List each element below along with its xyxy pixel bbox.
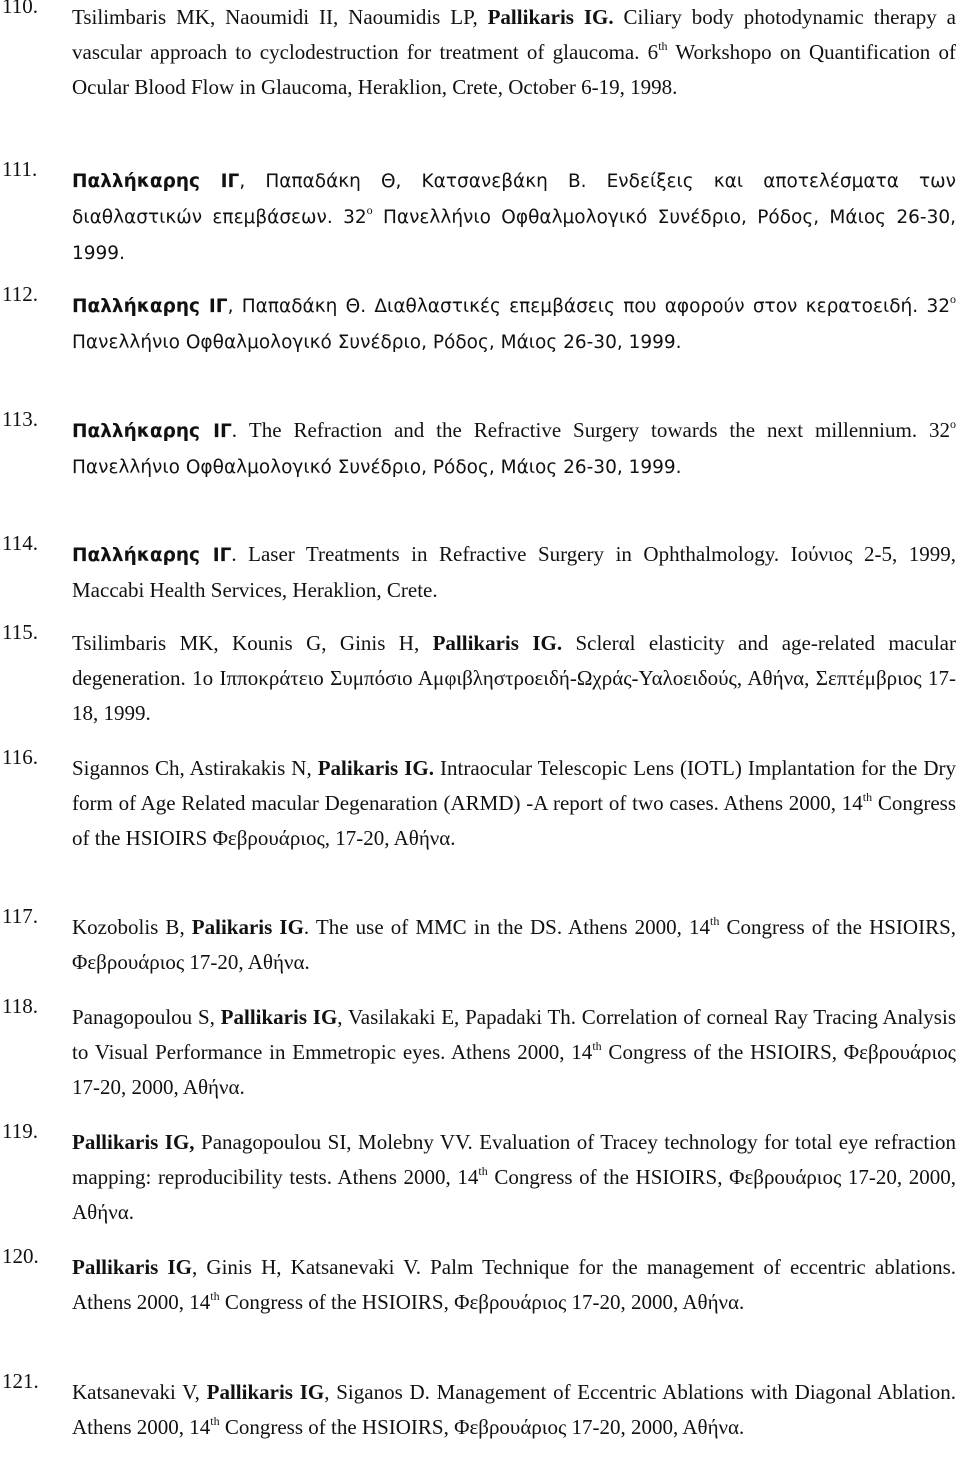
reference-fragment: . The Refraction and the Refractive Surgery towards the next millennium. 32 (231, 418, 950, 442)
reference-fragment: , Vasilakaki E, Papadaki Th. Correlation of corneal Ray Tracing Analysis to Visual Performance in Emmetropic eyes. Athens 2000, 14 (72, 1005, 956, 1064)
reference-fragment: Workshopo on Quantification of Ocular Blood Flow in Glaucoma, Heraklion, Crete, October 6-19, 1998. (72, 40, 956, 99)
reference-fragment: Panagopoulou SI, Molebny VV. Evaluation of Tracey technology for total eye refraction mapping: reproducibility tests. Athens 2000, 14 (72, 1130, 956, 1189)
reference-entry (0, 1244, 956, 1320)
reference-text (72, 163, 956, 271)
reference-entry (0, 0, 956, 105)
reference-text (72, 1000, 956, 1105)
reference-fragment: Congress of the HSIOIRS, Φεβρουάριος 17-20, 2000, Αθήνα. (219, 1415, 745, 1439)
reference-text (72, 1375, 956, 1445)
reference-fragment: Sigannos Ch, Astirakakis N, (72, 756, 318, 780)
superscript: ο (366, 203, 373, 217)
author-highlight: Palikaris IG. (317, 756, 434, 780)
superscript: th (658, 39, 668, 53)
reference-text (72, 413, 956, 485)
reference-text (72, 751, 956, 856)
reference-fragment: Πανελλήνιο Οφθαλμολογικό Συνέδριο, Ρόδος, Μάιος 26-30, 1999. (72, 457, 682, 478)
reference-number: 116. (2, 745, 38, 769)
reference-fragment: Panagopoulou S, (72, 1005, 221, 1029)
reference-text (72, 1250, 956, 1320)
reference-entry (0, 1119, 957, 1230)
superscript: th (862, 790, 873, 804)
reference-entry (0, 904, 957, 980)
reference-fragment: , Ginis H, Katsanevaki V. Palm Technique for the management of eccentric ablations. Athens 2000, 14 (72, 1255, 956, 1314)
reference-entry (0, 994, 956, 1105)
reference-fragment: , Παπαδάκη Θ, Κατσανεβάκη Β. Ενδείξεις και αποτελέσματα των διαθλαστικών επεμβάσεων. 32 (72, 171, 957, 228)
author-highlight: Παλλήκαρης ΙΓ (72, 545, 232, 566)
superscript: th (710, 914, 720, 928)
reference-number: 119. (2, 1119, 38, 1143)
reference-fragment: . The use of MMC in the DS. Athens 2000, 14 (303, 915, 710, 939)
reference-fragment: Congress of the HSIOIRS, Φεβρουάριος 17-20, 2000, Αθήνα. (72, 1165, 957, 1224)
reference-entry (0, 282, 956, 360)
reference-text (72, 537, 956, 608)
author-highlight: Pallikaris IG (72, 1255, 193, 1279)
reference-text (72, 910, 956, 980)
superscript: ο (950, 417, 956, 431)
reference-number: 115. (2, 620, 38, 644)
author-highlight: Pallikaris IG (220, 1005, 338, 1029)
reference-number: 113. (2, 407, 38, 431)
author-highlight: Παλλήκαρης ΙΓ (72, 296, 228, 317)
author-highlight: Pallikaris IG. (487, 5, 614, 29)
reference-fragment: Congress of the HSIOIRS, Φεβρουάριος 17-20, 2000, Αθήνα. (72, 1040, 956, 1099)
reference-fragment: Πανελλήνιο Οφθαλμολογικό Συνέδριο, Ρόδος, Μάιος 26-30, 1999. (72, 207, 956, 264)
reference-fragment: Congress of the HSIOIRS Φεβρουάριος, 17-20, Αθήνα. (72, 791, 956, 850)
reference-fragment: Katsanevaki V, (72, 1380, 207, 1404)
reference-fragment: Congress of the HSIOIRS, Φεβρουάριος 17-20, Αθήνα. (72, 915, 957, 974)
reference-text (72, 288, 956, 360)
author-highlight: Παλλήκαρης ΙΓ (72, 421, 232, 442)
superscript: th (210, 1289, 220, 1303)
reference-number: 114. (2, 531, 38, 555)
reference-entry (0, 157, 957, 271)
superscript: th (210, 1414, 220, 1428)
reference-number: 117. (2, 904, 38, 928)
reference-fragment: Πανελλήνιο Οφθαλμολογικό Συνέδριο, Ρόδος, Μάιος 26-30, 1999. (72, 332, 682, 353)
reference-number: 110. (2, 0, 38, 18)
reference-fragment: , Siganos D. Management of Eccentric Ablations with Diagonal Ablation. Athens 2000, 14 (72, 1380, 956, 1439)
reference-entry (0, 1369, 956, 1445)
reference-number: 121. (2, 1369, 39, 1393)
reference-entry (0, 745, 956, 856)
reference-fragment: , Παπαδάκη Θ. Διαθλαστικές επεμβάσεις που αφορούν στον κερατοειδή. 32 (227, 296, 950, 317)
superscript: th (592, 1039, 602, 1053)
reference-fragment: . Laser Treatments in Refractive Surgery in Ophthalmology. Ιούνιος 2-5, 1999, Maccabi Health Services, Heraklion, Crete. (72, 542, 956, 602)
reference-fragment: Sclerαl elasticity and age-related macular degeneration. 1o Ιπποκράτειο Συμπόσιο Αμφιβληστροειδή-Ωχράς-Υαλοειδούς, Αθήνα, Σεπτέμβριος 17-18, 1999. (72, 631, 956, 725)
reference-fragment: Intraocular Telescopic Lens (IOTL) Implantation for the Dry form of Age Related macular Degenaration (ARMD) -A report of two cases. Athens 2000, 14 (72, 756, 956, 815)
reference-entry (0, 531, 956, 608)
reference-number: 120. (2, 1244, 39, 1268)
author-highlight: Pallikaris IG (206, 1380, 325, 1404)
reference-fragment: Kozobolis B, (72, 915, 192, 939)
author-highlight: Παλλήκαρης ΙΓ (72, 171, 240, 192)
reference-text (72, 1125, 956, 1230)
reference-fragment: Tsilimbaris MK, Naoumidi II, Naoumidis LP, (72, 5, 488, 29)
author-highlight: Pallikaris IG. (432, 631, 563, 655)
reference-number: 112. (2, 282, 38, 306)
reference-text (72, 626, 956, 731)
reference-fragment: Congress of the HSIOIRS, Φεβρουάριος 17-20, 2000, Αθήνα. (219, 1290, 745, 1314)
reference-fragment: Tsilimbaris MK, Kounis G, Ginis H, (72, 631, 433, 655)
reference-entry (0, 407, 956, 485)
reference-text (72, 0, 956, 105)
reference-entry (0, 620, 956, 731)
author-highlight: Palikaris IG (191, 915, 304, 939)
reference-fragment: Ciliary body photodynamic therapy a vascular approach to cyclodestruction for treatment of glaucoma. 6 (72, 5, 956, 64)
reference-number: 111. (2, 157, 38, 181)
superscript: th (478, 1164, 488, 1178)
superscript: ο (950, 292, 956, 306)
reference-number: 118. (2, 994, 38, 1018)
author-highlight: Pallikaris IG, (72, 1130, 195, 1154)
